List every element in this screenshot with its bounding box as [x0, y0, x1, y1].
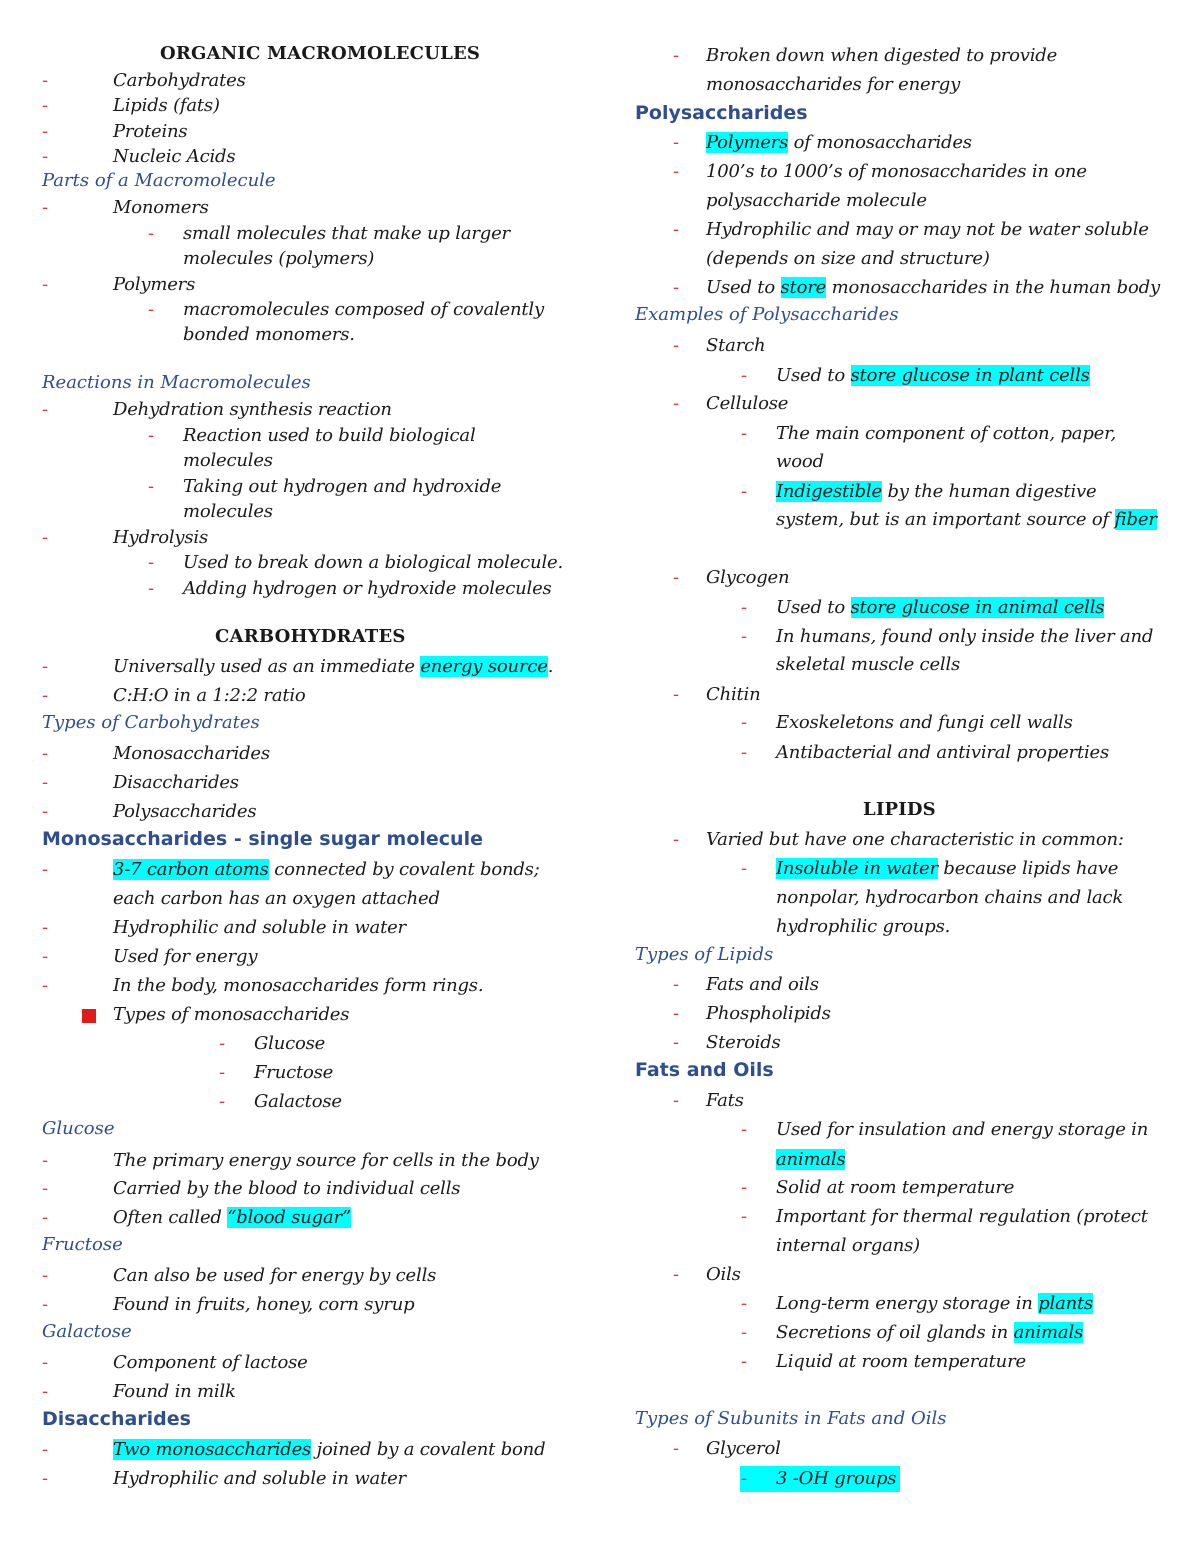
title-carbohydrates: CARBOHYDRATES: [215, 626, 406, 647]
highlight: store glucose in plant cells: [850, 365, 1090, 386]
subheading-fructose: Fructose: [42, 1234, 123, 1255]
heading-polysaccharides: Polysaccharides: [635, 102, 808, 124]
subheading-examples: Examples of Polysaccharides: [635, 304, 899, 325]
highlight: animals: [1013, 1322, 1084, 1343]
heading-monosaccharides: Monosaccharides - single sugar molecule: [42, 828, 483, 850]
highlight: energy source: [420, 656, 548, 677]
title-organic-macromolecules: ORGANIC MACROMOLECULES: [160, 43, 481, 64]
highlight: plants: [1038, 1293, 1094, 1314]
highlight: animals: [776, 1149, 846, 1170]
subheading-galactose: Galactose: [42, 1321, 132, 1342]
highlight: Indigestible: [776, 481, 882, 502]
highlight: Two monosaccharides: [113, 1439, 312, 1460]
subheading-types-carbs: Types of Carbohydrates: [42, 712, 260, 733]
highlight: fiber: [1114, 509, 1157, 530]
subheading-types-lipids: Types of Lipids: [635, 944, 774, 965]
title-lipids: LIPIDS: [863, 799, 936, 820]
highlight: 3-7 carbon atoms: [113, 859, 269, 880]
highlight: Polymers: [706, 132, 789, 153]
heading-disaccharides: Disaccharides: [42, 1408, 191, 1430]
subheading-parts: Parts of a Macromolecule: [42, 170, 276, 191]
highlight: Insoluble in water: [776, 858, 938, 879]
subheading-glucose: Glucose: [42, 1118, 115, 1139]
subheading-reactions: Reactions in Macromolecules: [42, 372, 311, 393]
heading-fats-oils: Fats and Oils: [635, 1059, 774, 1081]
red-square-icon: [82, 1009, 96, 1023]
highlight: store glucose in animal cells: [850, 597, 1105, 618]
highlight: “blood sugar”: [227, 1207, 351, 1228]
highlight: store: [780, 277, 827, 298]
subheading-subunits: Types of Subunits in Fats and Oils: [635, 1408, 947, 1429]
